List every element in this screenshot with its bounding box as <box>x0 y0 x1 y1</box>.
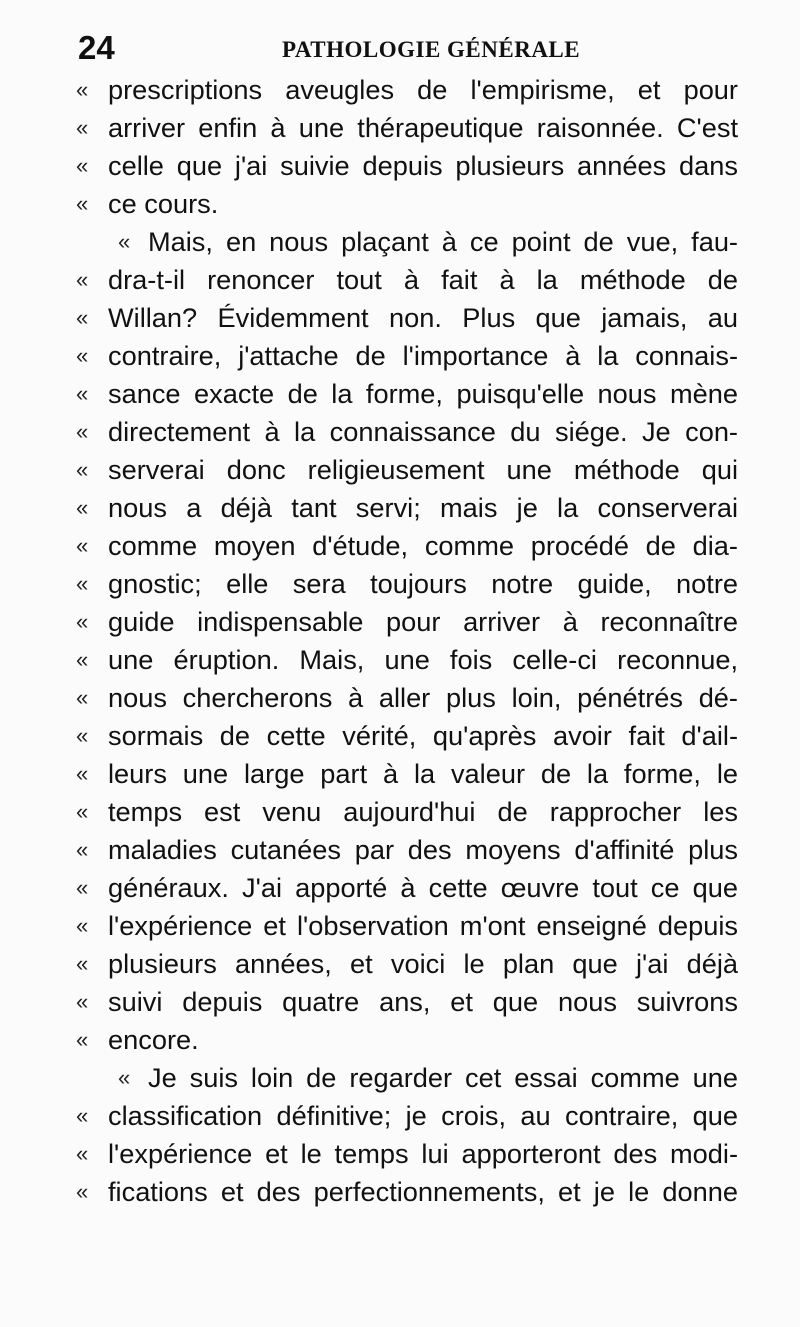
text-line <box>78 375 738 413</box>
line-text: une éruption. Mais, une fois celle-ci reconnue, <box>108 644 738 675</box>
quote-mark: « <box>76 837 89 862</box>
text-line <box>78 755 738 793</box>
text-line <box>78 527 738 565</box>
line-text: fications et des perfectionnements, et je le donne <box>108 1176 738 1207</box>
line-text: Mais, en nous plaçant à ce point de vue, fau- <box>148 226 738 257</box>
text-line <box>78 1135 738 1173</box>
text-line <box>78 185 738 223</box>
text-line <box>78 489 738 527</box>
text-line <box>78 907 738 945</box>
quote-mark: « <box>76 115 89 140</box>
text-line <box>78 147 738 185</box>
quote-mark: « <box>76 723 89 748</box>
text-line <box>78 1059 738 1097</box>
quote-mark: « <box>76 267 89 292</box>
quote-mark: « <box>76 799 89 824</box>
quote-mark: « <box>76 1141 89 1166</box>
quote-mark: « <box>76 533 89 558</box>
quote-mark: « <box>76 495 89 520</box>
text-line <box>78 641 738 679</box>
quote-mark: « <box>76 1027 89 1052</box>
text-line <box>78 261 738 299</box>
text-line <box>78 831 738 869</box>
text-line <box>78 679 738 717</box>
quote-mark: « <box>76 913 89 938</box>
quote-mark: « <box>76 875 89 900</box>
line-text: l'expérience et l'observation m'ont enseigné depuis <box>108 910 738 941</box>
text-line <box>78 337 738 375</box>
quote-mark: « <box>76 647 89 672</box>
running-title: PATHOLOGIE GÉNÉRALE <box>282 37 581 62</box>
quote-mark: « <box>76 685 89 710</box>
text-line <box>78 565 738 603</box>
line-text: arriver enfin à une thérapeutique raisonnée. C'est <box>108 112 738 143</box>
quote-mark: « <box>76 305 89 330</box>
quote-mark: « <box>76 381 89 406</box>
text-line <box>78 413 738 451</box>
text-line <box>78 451 738 489</box>
page-number: 24 <box>78 29 115 66</box>
line-text: dra-t-il renoncer tout à fait à la méthode de <box>108 264 738 295</box>
line-text: prescriptions aveugles de l'empirisme, et pour <box>108 74 738 105</box>
line-text: guide indispensable pour arriver à reconnaître <box>108 606 738 637</box>
quote-mark: « <box>118 229 131 254</box>
quote-mark: « <box>76 951 89 976</box>
line-text: comme moyen d'étude, comme procédé de dia- <box>108 530 738 561</box>
body-text <box>78 71 738 1211</box>
quote-mark: « <box>76 609 89 634</box>
quote-mark: « <box>76 571 89 596</box>
quote-mark: « <box>118 1065 131 1090</box>
quote-mark: « <box>76 419 89 444</box>
text-line <box>78 945 738 983</box>
text-line <box>78 299 738 337</box>
line-text: généraux. J'ai apporté à cette œuvre tout ce que <box>108 872 738 903</box>
line-text: classification définitive; je crois, au contraire, que <box>108 1100 738 1131</box>
line-text: nous chercherons à aller plus loin, pénétrés dé- <box>108 682 738 713</box>
line-text: l'expérience et le temps lui apporteront des modi- <box>108 1138 738 1169</box>
text-line <box>78 603 738 641</box>
quote-mark: « <box>76 989 89 1014</box>
text-line <box>78 793 738 831</box>
line-text: contraire, j'attache de l'importance à la connais- <box>108 340 738 371</box>
line-text: suivi depuis quatre ans, et que nous suivrons <box>108 986 738 1017</box>
quote-mark: « <box>76 1103 89 1128</box>
line-text: encore. <box>108 1024 199 1055</box>
text-line <box>78 869 738 907</box>
line-text: directement à la connaissance du siége. Je con- <box>108 416 738 447</box>
quote-mark: « <box>76 153 89 178</box>
text-line <box>78 983 738 1021</box>
line-text: sance exacte de la forme, puisqu'elle nous mène <box>108 378 738 409</box>
quote-mark: « <box>76 191 89 216</box>
page-header <box>78 30 738 70</box>
quote-mark: « <box>76 1179 89 1204</box>
text-line <box>78 1021 738 1059</box>
quote-mark: « <box>76 343 89 368</box>
text-line <box>78 1097 738 1135</box>
line-text: leurs une large part à la valeur de la forme, le <box>108 758 738 789</box>
line-text: plusieurs années, et voici le plan que j'ai déjà <box>108 948 738 979</box>
line-text: temps est venu aujourd'hui de rapprocher les <box>108 796 738 827</box>
text-line <box>78 223 738 261</box>
line-text: celle que j'ai suivie depuis plusieurs années dans <box>108 150 738 181</box>
line-text: sormais de cette vérité, qu'après avoir fait d'ail- <box>108 720 738 751</box>
line-text: maladies cutanées par des moyens d'affinité plus <box>108 834 738 865</box>
line-text: serverai donc religieusement une méthode qui <box>108 454 738 485</box>
quote-mark: « <box>76 457 89 482</box>
quote-mark: « <box>76 761 89 786</box>
line-text: gnostic; elle sera toujours notre guide, notre <box>108 568 738 599</box>
text-line <box>78 109 738 147</box>
line-text: Willan? Évidemment non. Plus que jamais, au <box>108 302 738 333</box>
text-line <box>78 71 738 109</box>
text-line <box>78 1173 738 1211</box>
line-text: ce cours. <box>108 188 219 219</box>
line-text: nous a déjà tant servi; mais je la conserverai <box>108 492 738 523</box>
line-text: Je suis loin de regarder cet essai comme une <box>148 1062 738 1093</box>
text-line <box>78 717 738 755</box>
quote-mark: « <box>76 77 89 102</box>
